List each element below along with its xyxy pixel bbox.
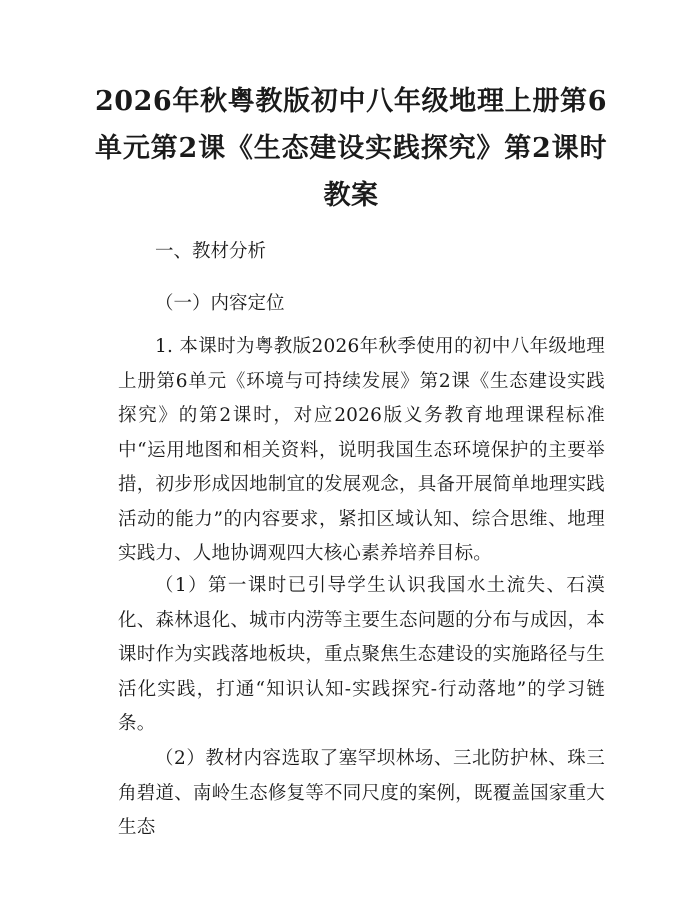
document-title: 2026年秋粤教版初中八年级地理上册第6单元第2课《生态建设实践探究》第2课时教案	[95, 86, 607, 211]
body-paragraph: （2）教材内容选取了塞罕坝林场、三北防护林、珠三角碧道、南岭生态修复等不同尺度的案例，既覆盖国家重大生态	[118, 748, 605, 838]
body-paragraph: （1）第一课时已引导学生认识我国水土流失、石漠化、森林退化、城市内涝等主要生态问题的分布与成因，本课时作为实践落地板块，重点聚焦生态建设的实施路径与生活化实践，打通“知识认知-实践探究-行动落地”的学习链条。	[118, 575, 605, 734]
section-heading: 一、教材分析	[155, 241, 267, 262]
subsection-heading: （一）内容定位	[155, 293, 285, 314]
body-paragraph: 1. 本课时为粤教版2026年秋季使用的初中八年级地理上册第6单元《环境与可持续发展》第2课《生态建设实践探究》的第2课时，对应2026版义务教育地理课程标准中“运用地图和相关资料，说明我国生态环境保护的主要举措，初步形成因地制宜的发展观念，具备开展简单地理实践活动的能力”的内容要求，紧扣区域认知、综合思维、地理实践力、人地协调观四大核心素养培养目标。	[118, 336, 605, 564]
